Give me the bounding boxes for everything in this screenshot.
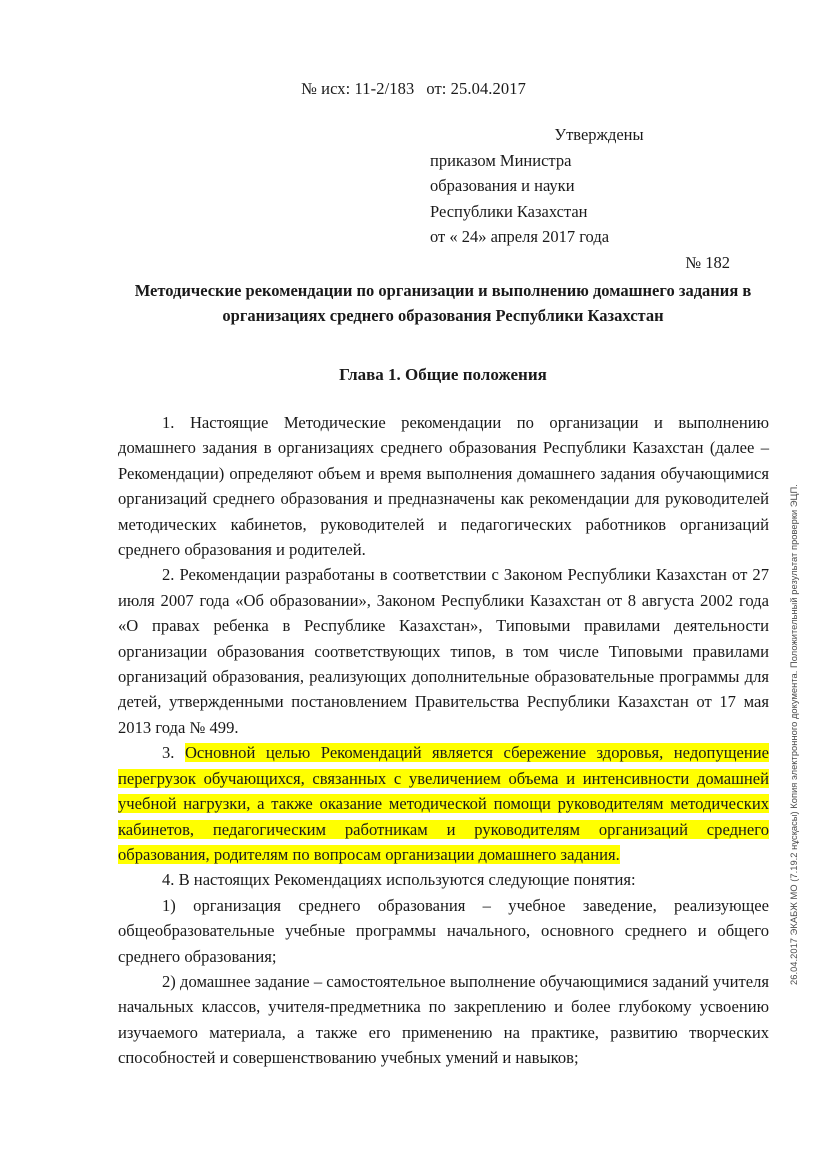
- doc-title-line-2: задания в организациях среднего образования Республики Казахстан: [222, 281, 752, 325]
- approval-line-2: приказом Министра: [430, 150, 572, 170]
- approval-order-number: № 182: [685, 252, 730, 272]
- approval-line-1: Утверждены: [554, 125, 644, 144]
- paragraph-2: 2. Рекомендации разработаны в соответствии с Законом Республики Казахстан от 27 июля 2007 года «Об образовании», Законом Республики Казахстан от 8 августа 2002 года «О правах ребенка в Республике Казахстан», Типовыми правилами деятельности организации образования соответствующих типов, в том числе Типовыми правилами организаций образования, реализующих дополнительные образовательные программы для детей, утвержденными постановлением Правительства Республики Казахстан от 17 мая 2013 года № 499.: [118, 565, 769, 737]
- registration-date: от: 25.04.2017: [426, 79, 526, 98]
- paragraph-4: 4. В настоящих Рекомендациях используются следующие понятия:: [162, 870, 636, 890]
- approval-line-3: образования и науки: [430, 176, 575, 195]
- approval-block: [430, 122, 768, 275]
- doc-title-line-1: Методические рекомендации по организации и выполнению домашнего: [134, 281, 675, 300]
- page-title: [118, 278, 768, 328]
- paragraph-1: 1. Настоящие Методические рекомендации по организации и выполнению домашнего задания в организациях среднего образования Республики Казахстан (далее – Рекомендации) определяют объем и время выполнения домашнего задания обучающимися организаций среднего образования и предназначены как рекомендации для руководителей методических кабинетов, руководителей и педагогических работников организаций среднего образования и родителей.: [118, 413, 769, 560]
- approval-line-5: от « 24» апреля 2017 года: [430, 227, 610, 246]
- outgoing-number: № исх: 11-2/183: [301, 79, 415, 98]
- chapter-heading: Глава 1. Общие положения: [339, 365, 547, 384]
- list-item-1: 1) организация среднего образования – учебное заведение, реализующее общеобразовательные учебные программы начального, основного среднего и общего среднего образования;: [118, 895, 769, 966]
- paragraph-3-number: 3.: [162, 743, 185, 763]
- registration-line: [0, 78, 827, 100]
- highlighted-text: Основной целью Рекомендаций является сбережение здоровья, недопущение перегрузок обучающихся, связанных с увеличением объема и интенсивности домашней учебной нагрузки, а также оказание методической помощи руководителям методических кабинетов, педагогическим работникам и руководителям организаций среднего образования, родителям по вопросам организации домашнего задания.: [118, 743, 770, 864]
- approval-line-4: Республики Казахстан: [430, 201, 588, 221]
- paragraph-3: [118, 740, 769, 867]
- document-body: [118, 410, 769, 1071]
- ecp-signature-text: 26.04.2017 ЭКАБЖ МО (7.19.2 нұсқасы) Копия электронного документа. Положительный результат проверки ЭЦП.: [789, 484, 799, 985]
- ecp-signature-stamp: [786, 0, 802, 985]
- list-item-2: 2) домашнее задание – самостоятельное выполнение обучающимися заданий учителя начальных классов, учителя-предметника по закреплению и более глубокому усвоению изучаемого материала, а также его применению на практике, развитию творческих способностей и совершенствованию учебных умений и навыков;: [118, 971, 769, 1068]
